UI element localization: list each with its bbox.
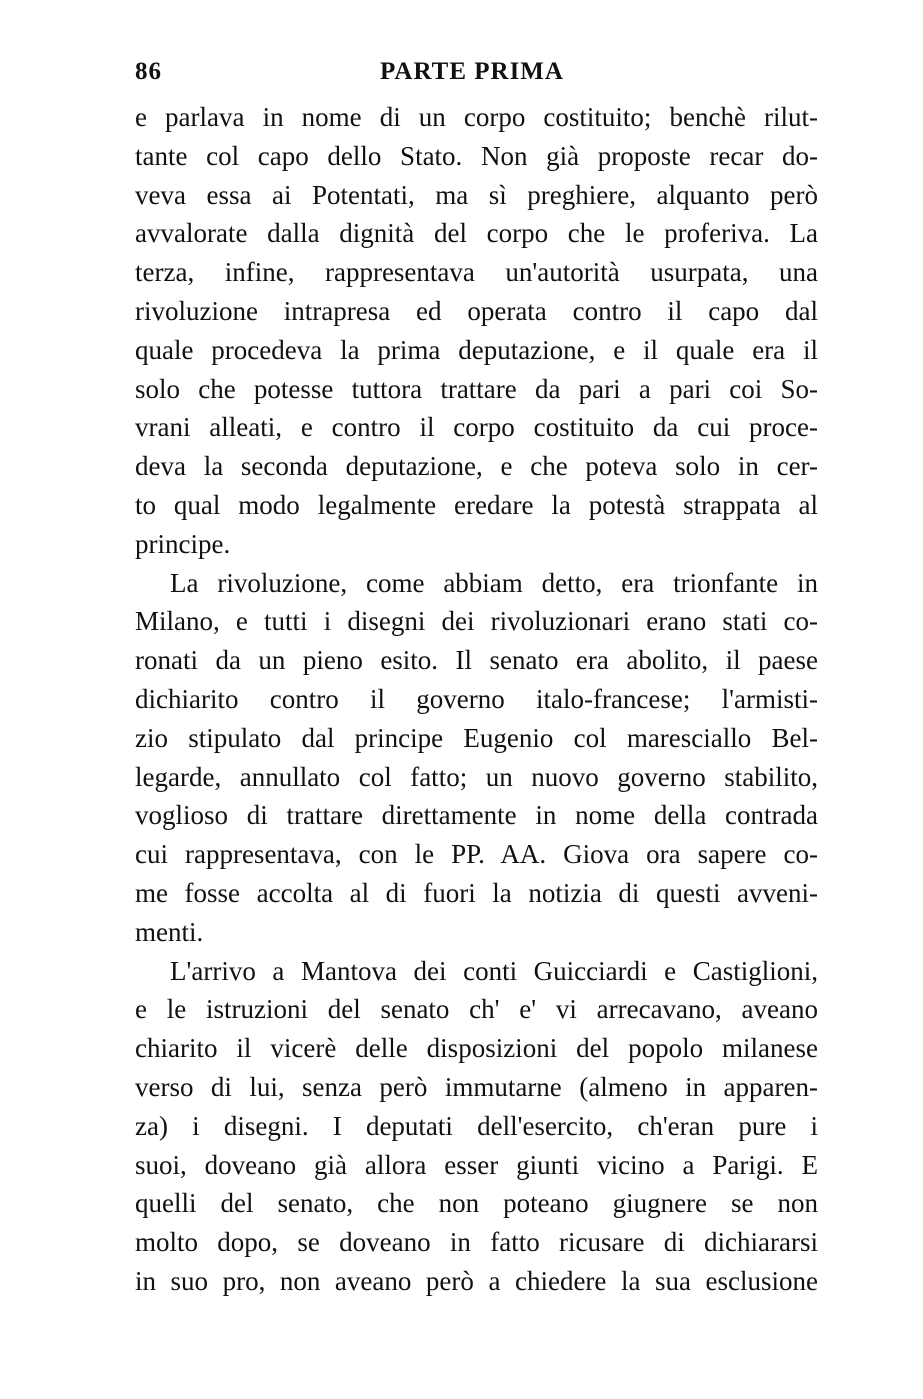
text-line: cui rappresentava, con le PP. AA. Giova ora sapere co- <box>135 839 818 870</box>
text-line: molto dopo, se doveano in fatto ricusare di dichiararsi <box>135 1227 818 1258</box>
text-line: tante col capo dello Stato. Non già proposte recar do- <box>135 140 818 171</box>
text-line: La rivoluzione, come abbiam detto, era trionfante in <box>170 567 818 598</box>
text-line: ronati da un pieno esito. Il senato era abolito, il paese <box>135 645 818 676</box>
text-line: quale procedeva la prima deputazione, e il quale era il <box>135 334 818 365</box>
text-line: menti. <box>135 916 204 947</box>
text-line: principe. <box>135 528 231 559</box>
text-line: suoi, doveano già allora esser giunti vicino a Parigi. E <box>135 1149 818 1180</box>
text-line: zio stipulato dal principe Eugenio col maresciallo Bel- <box>135 722 818 753</box>
text-line: in suo pro, non aveano però a chiedere la sua esclusione <box>135 1266 818 1296</box>
page-number: 86 <box>135 58 162 85</box>
text-line: quelli del senato, che non poteano giugnere se non <box>135 1188 818 1219</box>
text-line: e parlava in nome di un corpo costituito; benchè rilut- <box>135 102 818 132</box>
text-line: e le istruzioni del senato ch' e' vi arrecavano, aveano <box>135 994 818 1025</box>
text-line: chiarito il vicerè delle disposizioni del popolo milanese <box>135 1033 818 1064</box>
text-line: to qual modo legalmente eredare la potestà strappata al <box>135 490 818 520</box>
text-line: za) i disegni. I deputati dell'esercito, ch'eran pure i <box>135 1110 818 1141</box>
text-line: solo che potesse tuttora trattare da pari a pari coi So- <box>135 373 818 404</box>
text-line: me fosse accolta al di fuori la notizia di questi avveni- <box>135 878 818 908</box>
text-line: legarde, annullato col fatto; un nuovo governo stabilito, <box>135 761 818 792</box>
text-line: vrani alleati, e contro il corpo costituito da cui proce- <box>135 412 818 443</box>
text-line: L'arrivo a Mantova dei conti Guicciardi e Castiglioni, <box>170 955 818 986</box>
running-title: PARTE PRIMA <box>380 58 564 85</box>
text-line: verso di lui, senza però immutarne (almeno in apparen- <box>135 1072 818 1102</box>
text-line: rivoluzione intrapresa ed operata contro il capo dal <box>135 296 818 326</box>
text-line: avvalorate dalla dignità del corpo che le proferiva. La <box>135 218 818 249</box>
text-line: voglioso di trattare direttamente in nome della contrada <box>135 800 818 831</box>
text-line: deva la seconda deputazione, e che poteva solo in cer- <box>135 451 818 482</box>
text-line: terza, infine, rappresentava un'autorità usurpata, una <box>135 257 818 288</box>
text-line: veva essa ai Potentati, ma sì preghiere, alquanto però <box>135 179 818 210</box>
text-line: dichiarito contro il governo italo-francese; l'armisti- <box>135 684 818 714</box>
text-line: Milano, e tutti i disegni dei rivoluzionari erano stati co- <box>135 606 818 637</box>
